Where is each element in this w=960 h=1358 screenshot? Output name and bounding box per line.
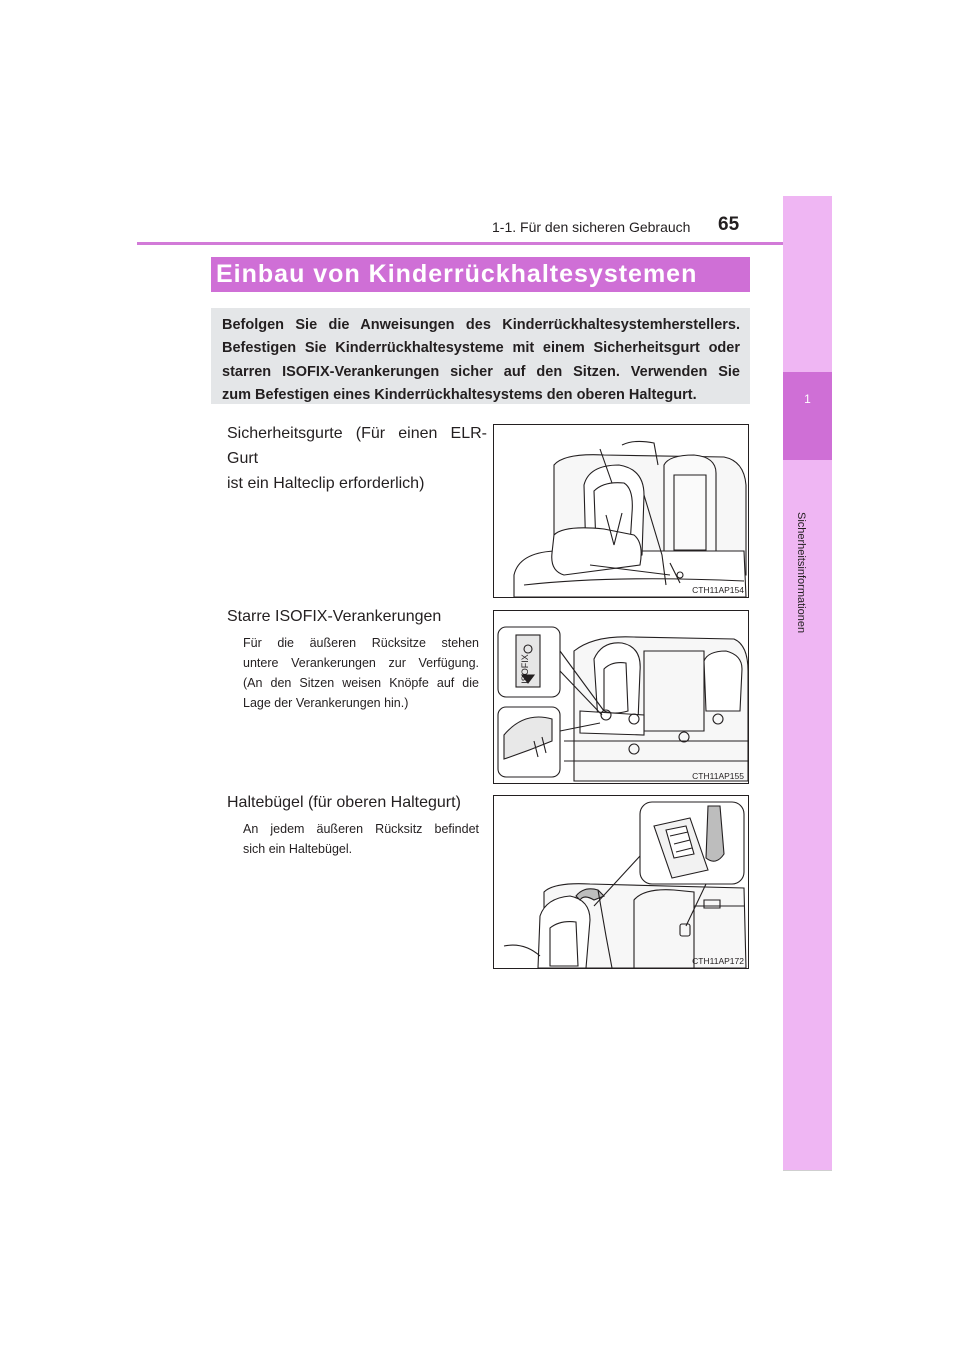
header-rule [137,242,831,245]
intro-line: starren ISOFIX-Verankerungen sicher auf den Sitzen. Verwenden Sie [222,364,740,380]
item-desc-line: An jedem äußeren Rücksitz befindet [243,822,479,836]
sidebar-bottom-rule [783,1170,832,1171]
item-desc-line: sich ein Haltebügel. [243,842,353,856]
chapter-header-title: 1-1. Für den sicheren Gebrauch [492,219,691,235]
figure-code: CTH11AP154 [692,585,744,595]
figure-seatbelt-installation [493,424,749,598]
page-number: 65 [718,214,740,235]
chapter-sidebar [783,196,832,1171]
item-title-line: Sicherheitsgurte (Für einen ELR-Gurt [227,425,487,467]
figure-tether-bracket [493,795,749,969]
item-isofix-title: Starre ISOFIX-Verankerungen [227,608,442,625]
item-desc-line: untere Verankerungen zur Verfügung. [243,656,479,670]
intro-line: Befestigen Sie Kinderrückhaltesysteme mit einem Sicherheitsgurt oder [222,340,740,356]
isofix-illustration [494,611,749,784]
item-tether-title: Haltebügel (für oberen Haltegurt) [227,794,461,811]
item-title-line: ist ein Halteclip erforderlich) [227,475,425,492]
figure-isofix-anchors [493,610,749,784]
isofix-button-label: ISOFIX [520,654,530,684]
section-title: Einbau von Kinderrückhaltesystemen [216,260,698,288]
chapter-tab-number: 1 [804,392,811,406]
chapter-sidebar-label: Sicherheitsinformationen [795,512,807,634]
seatbelt-illustration [494,425,749,598]
item-isofix-description [243,633,479,713]
item-desc-line: (An den Sitzen weisen Knöpfe auf die [243,676,479,690]
intro-line: zum Befestigen eines Kinderrückhaltesystems den oberen Haltegurt. [222,387,697,403]
item-seatbelt-title [227,421,487,496]
item-tether-description [243,819,479,859]
item-desc-line: Für die äußeren Rücksitze stehen [243,636,479,650]
figure-code: CTH11AP155 [692,771,744,781]
chapter-tab[interactable] [783,372,832,460]
tether-illustration [494,796,749,969]
item-desc-line: Lage der Verankerungen hin.) [243,696,409,710]
figure-code: CTH11AP172 [692,956,744,966]
intro-line: Befolgen Sie die Anweisungen des Kinderrückhaltesystemherstellers. [222,317,740,333]
